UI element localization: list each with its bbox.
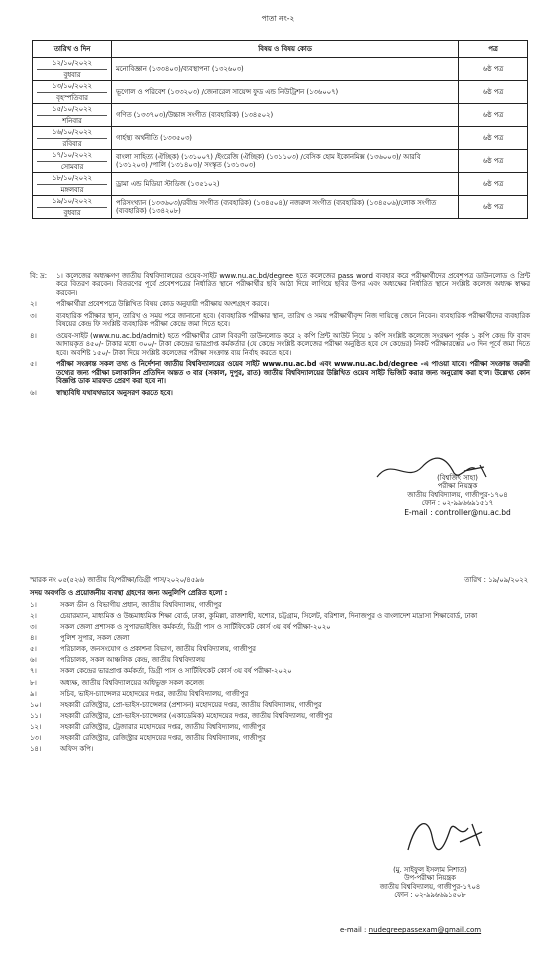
memo-date: তারিখ : ১৯/০৯/২০২২	[464, 576, 528, 584]
note-item	[30, 389, 530, 397]
controller-signature-block	[370, 474, 545, 517]
list-item: ৭। সকল কেন্দ্রের ভারপ্রাপ্ত কর্মকর্তা, ডিগ্রী পাস ও সার্টিফিকেট কোর্স ৩য় বর্ষ পরীক্ষা-২০২০	[30, 667, 292, 676]
row-day: মঙ্গলবার	[60, 185, 84, 194]
table-row	[33, 196, 528, 219]
row-day: শনিবার	[62, 116, 82, 125]
row-day: বুধবার	[63, 208, 81, 217]
row-paper: ৬ষ্ঠ পত্র	[459, 196, 528, 219]
exam-schedule-table	[32, 40, 528, 219]
note-text: কলেজের অধ্যক্ষগণ জাতীয় বিশ্ববিদ্যালয়ের ওয়েব-সাইট www.nu.ac.bd/degree হতে কলেজের pass word ব্যবহার করে পরীক্ষার্থীদের প্রবেশপত্র ডাউনলোড ও প্রিন্ট করে বিতরণ করবেন। বিতরণের পূর্বে প্রবেশপত্রের নির্ধারিত স্থানে পরীক্ষার্থীর ছবি আঠা দিয়ে লাগিয়ে ছবির উপর এবং অধ্যক্ষের নির্ধারিত স্থানে সংশ্লিষ্ট কলেজ অধ্যক্ষ স্বাক্ষর করবেন।	[56, 272, 530, 297]
list-item: ১। সকল ডীন ও বিভাগীয় প্রধান, জাতীয় বিশ্ববিদ্যালয়, গাজীপুর	[30, 601, 222, 609]
row-paper: ৬ষ্ঠ পত্র	[459, 81, 528, 104]
note-text: ব্যবহারিক পরীক্ষার স্থান, তারিখ ও সময় পরে জানানো হবে। (ব্যবহারিক পরীক্ষার স্থান, তারিখ ও সময় পরীক্ষার্থীবৃন্দ নিজ দায়িত্বে জেনে নিবেন। ব্যবহারিক পরীক্ষার্থীদের ব্যবহারিক বিষয়ের কেন্দ্র ফি সংশ্লিষ্ট ব্যবহারিক পরীক্ষা কেন্দ্রে জমা দিতে হবে।	[56, 311, 530, 329]
note-text: পরীক্ষার্থীরা প্রবেশপত্রে উল্লিখিত বিষয় কোড অনুযায়ী পরীক্ষায় অংশগ্রহণ করবে।	[56, 300, 270, 309]
row-paper: ৬ষ্ঠ পত্র	[459, 150, 528, 173]
distribution-title: সদয় অবগতি ও প্রয়োজনীয় ব্যবস্থা গ্রহণের জন্য অনুলিপি প্রেরিত হলো :	[30, 589, 228, 597]
row-subject: ড্রামা এন্ড মিডিয়া স্টাডিজ (১৩৫১০২)	[112, 173, 459, 196]
header-date: তারিখ ও দিন	[33, 41, 112, 58]
header-subject: বিষয় ও বিষয় কোড	[112, 41, 459, 58]
list-item: ৬। পরিচালক, সকল আঞ্চলিক কেন্দ্র, জাতীয় বিশ্ববিদ্যালয়	[30, 656, 205, 665]
note-text: স্বাস্থ্যবিধি যথাযথভাবে অনুসরণ করতে হবে।	[56, 388, 173, 397]
row-date: ১৩/১০/২০২২	[37, 82, 107, 92]
note-item	[30, 272, 530, 297]
row-paper: ৬ষ্ঠ পত্র	[459, 58, 528, 81]
table-row	[33, 127, 528, 150]
table-row	[33, 81, 528, 104]
deputy-org: জাতীয় বিশ্ববিদ্যালয়, গাজীপুর-১৭০৪	[379, 882, 481, 891]
list-item: ১৪। অফিস কপি।	[30, 745, 94, 754]
footer-email-link[interactable]: nudegreepassexam@gmail.com	[368, 926, 482, 934]
note-text: পরীক্ষা সংক্রান্ত সকল তথ্য ও নির্দেশনা জাতীয় বিশ্ববিদ্যালয়ের ওয়েব সাইট www.nu.ac.bd এবং www.nu.ac.bd/degree -এ পাওয়া যাবে। পরীক্ষা সংক্রান্ত জরুরী তথ্যের জন্য পরীক্ষা চলাকালিন প্রতিদিন অন্তত ৩ বার (সকাল, দুপুর, রাত) জাতীয় বিশ্ববিদ্যালয়ের উল্লিখিত ওয়েব সাইট ভিজিট করার জন্য অনুরোধ করা হ'ল। উল্লেখ্য কোন বিজ্ঞপ্তি ডাক মারফত প্রেরণ করা হবে না।	[56, 360, 530, 386]
distribution-list	[30, 601, 528, 756]
list-item: ১১। সহকারী রেজিস্ট্রার, প্রো-ভাইস-চ্যান্সেলর (একাডেমিক) মহোদয়ের দপ্তর, জাতীয় বিশ্ববিদ্যালয়, গাজীপুর	[30, 711, 333, 720]
row-subject: বাংলা সাহিত্য (ঐচ্ছিক) (১৩১০০৭) /ইংরেজি (ঐচ্ছিক) (১৩১১০৩) /বেসিক হোম ইকোনমিক্স (১৩৬০০৩)/ আরবি (১৩১২০৩) /পালি (১৩১৪০৩)/ সংস্কৃত (১৩১৩০৩)	[112, 150, 459, 173]
row-paper: ৬ষ্ঠ পত্র	[459, 173, 528, 196]
deputy-title: উপ-পরীক্ষা নিয়ন্ত্রক	[404, 874, 456, 883]
notes-label: বি: দ্র:	[30, 272, 47, 280]
row-subject: গণিত (১৩৩৭০৩)/উচ্চাঙ্গ সংগীত (ব্যবহারিক) (১৩৪৫০২)	[112, 104, 459, 127]
row-date: ১২/১০/২০২২	[37, 59, 107, 69]
note-number: ২।	[30, 300, 37, 309]
table-row	[33, 173, 528, 196]
row-day: রবিবার	[62, 139, 82, 148]
deputy-name: (মু. সাইফুল ইসলাম নিশাত)	[393, 866, 467, 874]
row-day: সোমবার	[60, 162, 84, 171]
note-number: ১।	[56, 272, 63, 280]
table-header-row	[33, 41, 528, 58]
row-subject: পরিসংখ্যান (১৩৩৬০৩)/রবীন্দ্র সংগীত (ব্যবহারিক) (১৩৪৫০৪)/ নজরুল সংগীত (ব্যবহারিক) (১৩৪৫০৬)/লোক সংগীত (ব্যবহারিক) (১৩৪২০৮)	[112, 196, 459, 219]
note-item	[30, 312, 530, 329]
note-text: ওয়েব-সাইট (www.nu.ac.bd/admit) হতে পরীক্ষার্থীর রোল বিবরণী ডাউনলোড করে ২ কপি প্রিন্ট আউট নিয়ে ১ কপি সংশ্লিষ্ট কলেজে সংরক্ষণ পূর্বক ১ কপি কেন্দ্র ফি বাবদ আদায়কৃত ৪৫০/- টাকার মধ্যে ৩০০/- টাকা কেন্দ্রের ভারপ্রাপ্ত কর্মকর্তার (যে কেন্দ্রে সংশ্লিষ্ট কলেজের পরীক্ষা অনুষ্ঠিত হবে সে কেন্দ্রের) নিকট পরীক্ষারম্ভের ০৩ দিন পূর্বে জমা দিতে হবে। অবশিষ্ট ১৫০/- টাকা দিয়ে সংশ্লিষ্ট কলেজের পরীক্ষা সংক্রান্ত ব্যয় নির্বাহ করতে হবে।	[56, 331, 530, 357]
list-item: ২। চেয়ারম্যান, মাধ্যমিক ও উচ্চমাধ্যমিক শিক্ষা বোর্ড, ঢাকা, কুমিল্লা, রাজশাহী, যশোর, চট্টগ্রাম, সিলেট, বরিশাল, দিনাজপুর ও বাংলাদেশ মাদ্রাসা শিক্ষাবোর্ড, ঢাকা	[30, 612, 478, 621]
row-subject: ভূগোল ও পরিবেশ (১৩৩২০৩) /জেনারেল সায়েন্স ফুড এন্ড নিউট্রিশন (১৩৬০০৭)	[112, 81, 459, 104]
note-item	[30, 300, 530, 308]
row-subject: মনোবিজ্ঞান (১৩৩৪০৩)/ব্যবস্থাপনা (১৩২৬০৩)	[112, 58, 459, 81]
page-number: পাতা নং-২	[261, 14, 295, 23]
row-day: বুধবার	[63, 70, 81, 79]
row-day: বৃহস্পতিবার	[56, 93, 88, 102]
list-item: ৮। অধ্যক্ষ, জাতীয় বিশ্ববিদ্যালয়ের অধিভুক্ত সকল কলেজ	[30, 678, 204, 687]
row-date: ১৫/১০/২০২২	[37, 105, 107, 115]
notes-section	[30, 272, 530, 400]
deputy-phone: ফোন : ০২-৯৯৬৬৯১৫০৮	[394, 891, 466, 900]
row-paper: ৬ষ্ঠ পত্র	[459, 127, 528, 150]
controller-title: পরীক্ষা নিয়ন্ত্রক	[437, 482, 478, 491]
list-item: ৯। সচিব, ভাইস-চ্যান্সেলর মহোদয়ের দপ্তর, জাতীয় বিশ্ববিদ্যালয়, গাজীপুর	[30, 689, 249, 698]
memo-reference-row	[30, 576, 528, 584]
deputy-signature	[398, 810, 498, 858]
controller-org: জাতীয় বিশ্ববিদ্যালয়, গাজীপুর-১৭০৪	[407, 490, 508, 499]
memo-ref: স্মারক নং ০৫(৫২৬) জাতীয় বি/পরীক্ষা/ডিগ্রী পাস/২০২০/৪৫৯৬	[30, 576, 204, 584]
row-date: ১৯/১০/২০২২	[37, 197, 107, 207]
row-date: ১৮/১০/২০২২	[37, 174, 107, 184]
note-number: ৩।	[30, 311, 37, 320]
row-date: ১৬/১০/২০২২	[37, 128, 107, 138]
row-date: ১৭/১০/২০২২	[37, 151, 107, 161]
controller-name: (বিশ্বজিৎ সাহা)	[437, 474, 478, 482]
controller-email: E-mail : controller@nu.ac.bd	[404, 507, 511, 517]
controller-phone: ফোন : ০২-৯৯৬৬৯১৫১৭	[421, 499, 494, 508]
list-item: ৩। সকল জেলা প্রশাসক ও সুপারভাইজিং কর্মকর্তা, ডিগ্রী পাস ও সার্টিফিকেট কোর্স ৩য় বর্ষ পরীক্ষা-২০২০	[30, 623, 331, 632]
footer-email	[340, 926, 481, 935]
table-row	[33, 104, 528, 127]
note-number: ৪।	[30, 331, 37, 340]
table-row	[33, 150, 528, 173]
list-item: ৫। পরিচালক, জনসংযোগ ও প্রকাশনা বিভাগ, জাতীয় বিশ্ববিদ্যালয়, গাজীপুর	[30, 645, 256, 654]
list-item: ৪। পুলিশ সুপার, সকল জেলা	[30, 634, 130, 643]
note-item	[30, 360, 530, 385]
table-row	[33, 58, 528, 81]
row-subject: গার্হস্থ্য অর্থনীতি (১৩৩৫০৩)	[112, 127, 459, 150]
deputy-signature-block	[330, 866, 530, 900]
list-item: ১৩। সহকারী রেজিস্ট্রার, রেজিস্ট্রার মহোদয়ের দপ্তর, জাতীয় বিশ্ববিদ্যালয়, গাজীপুর	[30, 733, 266, 742]
footer-email-label: e-mail :	[340, 926, 369, 934]
note-number: ৬।	[30, 388, 37, 397]
list-item: ১২। সহকারী রেজিস্ট্রার, ট্রেজারার মহোদয়ের দপ্তর, জাতীয় বিশ্ববিদ্যালয়, গাজীপুর	[30, 722, 266, 731]
list-item: ১০। সহকারী রেজিস্ট্রার, প্রো-ভাইস-চ্যান্সেলর (প্রশাসন) মহোদয়ের দপ্তর, জাতীয় বিশ্ববিদ্যালয়, গাজীপুর	[30, 700, 322, 709]
note-number: ৫।	[30, 360, 37, 369]
note-item	[30, 332, 530, 357]
row-paper: ৬ষ্ঠ পত্র	[459, 104, 528, 127]
header-paper: পত্র	[459, 41, 528, 58]
